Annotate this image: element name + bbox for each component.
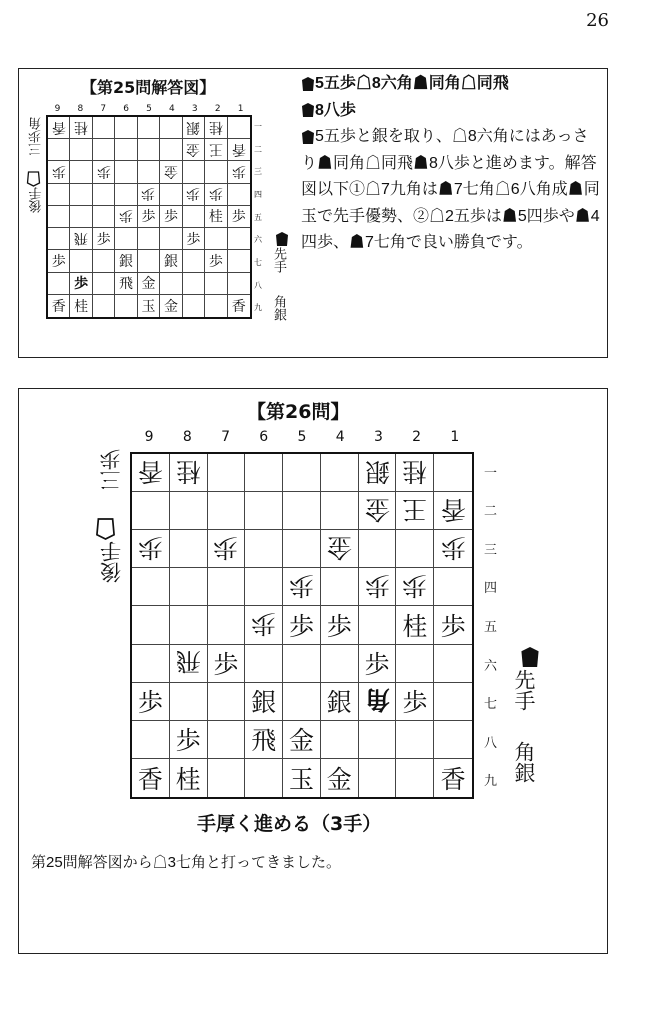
gote-hand-pieces: 三歩 <box>99 449 123 491</box>
sente-piece: 香 <box>137 764 163 794</box>
board-square[interactable] <box>359 606 397 644</box>
board-square[interactable] <box>321 606 359 644</box>
board-square[interactable] <box>115 117 137 139</box>
board-square[interactable] <box>359 492 397 530</box>
answer-board <box>46 115 252 319</box>
board-square[interactable] <box>132 721 170 759</box>
board-square[interactable] <box>228 228 250 250</box>
board-square[interactable] <box>396 683 434 721</box>
sente-piece: 歩 <box>440 611 466 641</box>
sente-piece: 銀 <box>119 253 134 270</box>
file-label: 6 <box>123 104 129 114</box>
board-square[interactable] <box>70 206 92 228</box>
board-square[interactable] <box>245 492 283 530</box>
board-square[interactable] <box>93 117 115 139</box>
board-square[interactable] <box>245 645 283 683</box>
board-square[interactable] <box>396 606 434 644</box>
gote-hand-pieces: 三歩角 <box>29 117 44 156</box>
problem-board <box>130 452 474 799</box>
board-square[interactable] <box>205 206 227 228</box>
solution-text <box>301 71 601 257</box>
board-square[interactable] <box>396 530 434 568</box>
sente-piece: 歩 <box>231 209 246 226</box>
board-square[interactable] <box>93 161 115 183</box>
board-square[interactable] <box>228 139 250 161</box>
solution-moves-line2: 8八歩 <box>301 98 601 125</box>
sente-piece: 歩 <box>163 209 178 226</box>
sente-hand-pieces: 角銀 <box>512 741 536 783</box>
sente-piece: 銀 <box>326 688 352 718</box>
sente-piece: 銀 <box>163 253 178 270</box>
file-label: 5 <box>297 429 307 445</box>
board-square[interactable] <box>48 117 70 139</box>
gote-piece: 香 <box>51 118 66 135</box>
sente-piece: 飛 <box>119 276 134 293</box>
rank-label: 六 <box>484 658 498 674</box>
problem-title: 【第26問】 <box>247 401 350 423</box>
rank-label: 八 <box>254 280 262 290</box>
board-square[interactable] <box>132 683 170 721</box>
board-square[interactable] <box>396 759 434 797</box>
sente-mark-icon <box>301 102 315 118</box>
board-square[interactable] <box>115 184 137 206</box>
sente-piece: 桂 <box>175 764 201 794</box>
gote-piece: 歩 <box>119 207 134 224</box>
file-label: 3 <box>191 104 198 114</box>
gote-piece: 金 <box>364 494 390 524</box>
board-square[interactable] <box>321 721 359 759</box>
problem-panel <box>18 388 608 954</box>
file-label: 3 <box>373 429 383 445</box>
board-square[interactable] <box>359 454 397 492</box>
board-square[interactable] <box>160 117 182 139</box>
board-square[interactable] <box>160 206 182 228</box>
board-square[interactable] <box>70 228 92 250</box>
rank-label: 二 <box>484 504 498 520</box>
board-square[interactable] <box>183 184 205 206</box>
board-square[interactable] <box>48 139 70 161</box>
board-square[interactable] <box>434 606 472 644</box>
board-square[interactable] <box>170 721 208 759</box>
board-square[interactable] <box>434 530 472 568</box>
board-square[interactable] <box>160 161 182 183</box>
board-square[interactable] <box>93 139 115 161</box>
board-square[interactable] <box>321 759 359 797</box>
gote-piece: 歩 <box>288 570 314 600</box>
gote-piece: 王 <box>208 140 223 157</box>
board-square[interactable] <box>245 759 283 797</box>
sente-piece: 歩 <box>175 726 201 756</box>
gote-piece: 金 <box>163 163 178 180</box>
file-label: 7 <box>221 429 230 445</box>
gote-piece: 金 <box>186 140 201 157</box>
rank-labels <box>484 452 497 799</box>
board-square[interactable] <box>115 295 137 317</box>
board-square[interactable] <box>434 721 472 759</box>
board-square[interactable] <box>359 683 397 721</box>
board-square[interactable] <box>283 530 321 568</box>
board-square[interactable] <box>283 721 321 759</box>
board-square[interactable] <box>396 721 434 759</box>
sente-mark-icon <box>520 645 540 669</box>
board-square[interactable] <box>132 606 170 644</box>
board-square[interactable] <box>396 454 434 492</box>
board-square[interactable] <box>183 161 205 183</box>
sente-piece: 歩 <box>186 231 201 248</box>
board-square[interactable] <box>48 295 70 317</box>
sente-mark-icon <box>301 129 315 145</box>
gote-piece: 歩 <box>51 163 66 180</box>
board-square[interactable] <box>132 530 170 568</box>
sente-piece: 香 <box>440 764 466 794</box>
rank-label: 六 <box>254 235 262 245</box>
sente-piece: 歩 <box>141 209 156 226</box>
gote-piece: 歩 <box>251 608 277 638</box>
rank-label: 七 <box>484 697 498 713</box>
rank-label: 二 <box>254 144 262 154</box>
gote-piece: 桂 <box>208 118 223 135</box>
board-square[interactable] <box>228 206 250 228</box>
rank-label: 一 <box>484 465 498 481</box>
board-square[interactable] <box>283 683 321 721</box>
file-label: 7 <box>100 104 107 114</box>
board-square[interactable] <box>183 273 205 295</box>
board-square[interactable] <box>183 117 205 139</box>
board-square[interactable] <box>205 250 227 272</box>
board-square[interactable] <box>70 273 92 295</box>
board-square[interactable] <box>434 645 472 683</box>
board-square[interactable] <box>160 228 182 250</box>
board-square[interactable] <box>228 273 250 295</box>
board-square[interactable] <box>138 161 160 183</box>
board-square[interactable] <box>359 530 397 568</box>
board-square[interactable] <box>434 683 472 721</box>
board-square[interactable] <box>48 184 70 206</box>
file-labels <box>130 429 474 445</box>
board-square[interactable] <box>160 184 182 206</box>
problem-description: 第25問解答図から☖3七角と打ってきました。 <box>31 854 342 871</box>
sente-mark-icon <box>275 231 289 247</box>
board-square[interactable] <box>283 759 321 797</box>
gote-piece: 歩 <box>231 163 246 180</box>
board-square[interactable] <box>396 568 434 606</box>
board-square[interactable] <box>208 530 246 568</box>
board-square[interactable] <box>228 161 250 183</box>
file-label: 1 <box>450 429 460 445</box>
board-square[interactable] <box>434 568 472 606</box>
board-square[interactable] <box>132 759 170 797</box>
board-square[interactable] <box>359 721 397 759</box>
board-square[interactable] <box>93 250 115 272</box>
board-square[interactable] <box>115 250 137 272</box>
rank-label: 九 <box>484 774 498 790</box>
board-square[interactable] <box>283 606 321 644</box>
board-square[interactable] <box>183 206 205 228</box>
gote-piece: 金 <box>326 532 352 562</box>
sente-piece: 桂 <box>402 611 428 641</box>
sente-piece: 金 <box>288 726 314 756</box>
gote-mark-icon <box>96 517 116 541</box>
board-square[interactable] <box>138 184 160 206</box>
sente-piece: 歩 <box>288 611 314 641</box>
gote-piece: 角 <box>364 685 390 715</box>
board-square[interactable] <box>359 759 397 797</box>
board-square[interactable] <box>48 206 70 228</box>
rank-label: 四 <box>484 581 498 597</box>
board-square[interactable] <box>283 568 321 606</box>
board-square[interactable] <box>160 139 182 161</box>
gote-mark-icon <box>27 171 41 187</box>
rank-labels <box>254 115 262 319</box>
gote-piece: 銀 <box>364 456 390 486</box>
gote-label: 後手 <box>27 171 47 213</box>
board-square[interactable] <box>48 250 70 272</box>
board-square[interactable] <box>138 295 160 317</box>
rank-label: 七 <box>254 257 262 267</box>
gote-piece: 飛 <box>74 229 89 246</box>
board-square[interactable] <box>205 139 227 161</box>
sente-piece: 香 <box>231 298 246 315</box>
board-square[interactable] <box>321 645 359 683</box>
board-square[interactable] <box>160 273 182 295</box>
board-square[interactable] <box>183 295 205 317</box>
problem-subtitle: 手厚く進める（3手） <box>197 813 382 835</box>
board-square[interactable] <box>208 759 246 797</box>
board-square[interactable] <box>321 530 359 568</box>
board-square[interactable] <box>115 139 137 161</box>
gote-piece: 飛 <box>175 647 201 677</box>
board-square[interactable] <box>228 117 250 139</box>
file-label: 8 <box>182 429 192 445</box>
board-square[interactable] <box>245 454 283 492</box>
sente-piece: 歩 <box>402 688 428 718</box>
sente-piece: 玉 <box>141 298 156 315</box>
board-square[interactable] <box>115 273 137 295</box>
board-square[interactable] <box>434 454 472 492</box>
sente-piece: 歩 <box>51 253 66 270</box>
gote-piece: 桂 <box>74 118 89 135</box>
board-square[interactable] <box>170 645 208 683</box>
board-square[interactable] <box>321 568 359 606</box>
sente-piece: 歩 <box>137 688 163 718</box>
board-square[interactable] <box>138 273 160 295</box>
gote-piece: 歩 <box>96 163 111 180</box>
board-square[interactable] <box>93 184 115 206</box>
board-square[interactable] <box>359 568 397 606</box>
board-square[interactable] <box>205 117 227 139</box>
board-square[interactable] <box>396 645 434 683</box>
sente-label: 先手 <box>509 645 540 711</box>
gote-piece: 銀 <box>186 118 201 135</box>
board-square[interactable] <box>321 454 359 492</box>
sente-piece: 金 <box>141 276 156 293</box>
sente-hand-pieces: 角銀 <box>271 295 286 321</box>
page-number: 26 <box>586 10 609 31</box>
board-square[interactable] <box>245 568 283 606</box>
board-square[interactable] <box>160 250 182 272</box>
board-square[interactable] <box>48 161 70 183</box>
board-square[interactable] <box>132 568 170 606</box>
board-square[interactable] <box>48 273 70 295</box>
board-square[interactable] <box>208 721 246 759</box>
board-square[interactable] <box>434 759 472 797</box>
file-label: 2 <box>412 429 422 445</box>
board-square[interactable] <box>170 759 208 797</box>
gote-piece: 香 <box>440 494 466 524</box>
file-label: 1 <box>237 104 244 114</box>
rank-label: 三 <box>484 542 498 558</box>
file-label: 6 <box>259 429 269 445</box>
board-square[interactable] <box>115 228 137 250</box>
board-square[interactable] <box>138 117 160 139</box>
board-square[interactable] <box>70 184 92 206</box>
gote-piece: 香 <box>231 140 246 157</box>
answer-panel <box>18 68 608 358</box>
board-square[interactable] <box>283 492 321 530</box>
sente-piece: 歩 <box>213 650 239 680</box>
board-square[interactable] <box>138 206 160 228</box>
board-square[interactable] <box>132 454 170 492</box>
board-square[interactable] <box>245 606 283 644</box>
board-square[interactable] <box>70 250 92 272</box>
board-square[interactable] <box>170 606 208 644</box>
rank-label: 五 <box>484 620 498 636</box>
board-square[interactable] <box>48 228 70 250</box>
sente-piece: 歩 <box>208 253 223 270</box>
file-label: 5 <box>146 104 152 114</box>
board-square[interactable] <box>208 606 246 644</box>
board-square[interactable] <box>170 683 208 721</box>
board-square[interactable] <box>205 161 227 183</box>
sente-piece: 金 <box>326 764 352 794</box>
gote-piece: 王 <box>402 494 428 524</box>
file-label: 2 <box>214 104 221 114</box>
board-square[interactable] <box>183 250 205 272</box>
board-square[interactable] <box>283 454 321 492</box>
rank-label: 三 <box>254 167 262 177</box>
board-square[interactable] <box>93 206 115 228</box>
gote-piece: 歩 <box>208 185 223 202</box>
answer-diagram-title: 【第25問解答図】 <box>81 78 216 97</box>
board-square[interactable] <box>245 721 283 759</box>
board-square[interactable] <box>321 492 359 530</box>
board-square[interactable] <box>208 454 246 492</box>
board-square[interactable] <box>228 184 250 206</box>
board-square[interactable] <box>245 530 283 568</box>
rank-label: 八 <box>484 735 498 751</box>
board-square[interactable] <box>70 139 92 161</box>
gote-piece: 香 <box>137 456 163 486</box>
file-label: 4 <box>169 104 175 114</box>
file-label: 4 <box>335 429 345 445</box>
gote-piece: 歩 <box>186 185 201 202</box>
board-square[interactable] <box>245 683 283 721</box>
file-label: 9 <box>54 104 61 114</box>
board-square[interactable] <box>205 273 227 295</box>
board-square[interactable] <box>70 295 92 317</box>
board-square[interactable] <box>138 228 160 250</box>
board-square[interactable] <box>208 568 246 606</box>
sente-piece: 歩 <box>326 611 352 641</box>
board-square[interactable] <box>283 645 321 683</box>
board-square[interactable] <box>70 117 92 139</box>
sente-piece: 桂 <box>74 298 89 315</box>
board-square[interactable] <box>228 295 250 317</box>
sente-piece: 桂 <box>208 209 223 226</box>
gote-piece: 歩 <box>402 570 428 600</box>
board-square[interactable] <box>115 206 137 228</box>
gote-piece: 歩 <box>137 532 163 562</box>
board-square[interactable] <box>228 250 250 272</box>
board-square[interactable] <box>208 492 246 530</box>
board-square[interactable] <box>132 492 170 530</box>
gote-piece: 桂 <box>402 456 428 486</box>
sente-mark-icon <box>301 76 315 92</box>
solution-moves-line1: 5五歩☖8六角☗同角☖同飛 <box>301 71 601 98</box>
board-square[interactable] <box>205 184 227 206</box>
board-square[interactable] <box>93 273 115 295</box>
board-square[interactable] <box>208 683 246 721</box>
board-square[interactable] <box>183 228 205 250</box>
gote-piece: 歩 <box>141 185 156 202</box>
rank-label: 四 <box>254 189 262 199</box>
board-square[interactable] <box>170 530 208 568</box>
board-square[interactable] <box>115 161 137 183</box>
gote-piece: 歩 <box>213 532 239 562</box>
rank-label: 九 <box>254 303 262 313</box>
board-square[interactable] <box>170 492 208 530</box>
sente-piece: 歩 <box>96 231 111 248</box>
sente-piece: 玉 <box>288 764 314 794</box>
board-square[interactable] <box>93 295 115 317</box>
sente-piece: 歩 <box>74 276 89 293</box>
sente-piece: 香 <box>51 298 66 315</box>
board-square[interactable] <box>160 295 182 317</box>
board-square[interactable] <box>138 139 160 161</box>
board-square[interactable] <box>170 568 208 606</box>
board-square[interactable] <box>70 161 92 183</box>
board-square[interactable] <box>434 492 472 530</box>
board-square[interactable] <box>359 645 397 683</box>
gote-label: 後手 <box>96 517 127 583</box>
board-square[interactable] <box>208 645 246 683</box>
board-square[interactable] <box>205 228 227 250</box>
board-square[interactable] <box>205 295 227 317</box>
rank-label: 一 <box>254 121 262 131</box>
file-label: 9 <box>144 429 154 445</box>
file-label: 8 <box>77 104 84 114</box>
board-square[interactable] <box>183 139 205 161</box>
sente-piece: 歩 <box>364 650 390 680</box>
gote-piece: 歩 <box>440 532 466 562</box>
file-labels <box>46 104 252 114</box>
board-square[interactable] <box>93 228 115 250</box>
sente-piece: 金 <box>163 298 178 315</box>
sente-piece: 飛 <box>251 726 277 756</box>
rank-label: 五 <box>254 212 262 222</box>
solution-explanation: 5五歩と銀を取り、☖8六角にはあっさり☗同角☖同飛☗8八歩と進めます。解答図以下①☖7九角は☗7七角☖6八角成☗同玉で先手優勢、②☖2五歩は☗5四歩や☗4四歩、☗7七角で良い勝負です。 <box>301 128 600 251</box>
board-square[interactable] <box>170 454 208 492</box>
sente-piece: 銀 <box>251 688 277 718</box>
board-square[interactable] <box>138 250 160 272</box>
board-square[interactable] <box>132 645 170 683</box>
board-square[interactable] <box>321 683 359 721</box>
gote-piece: 桂 <box>175 456 201 486</box>
board-square[interactable] <box>396 492 434 530</box>
gote-piece: 歩 <box>364 570 390 600</box>
sente-label: 先手 <box>269 231 289 273</box>
